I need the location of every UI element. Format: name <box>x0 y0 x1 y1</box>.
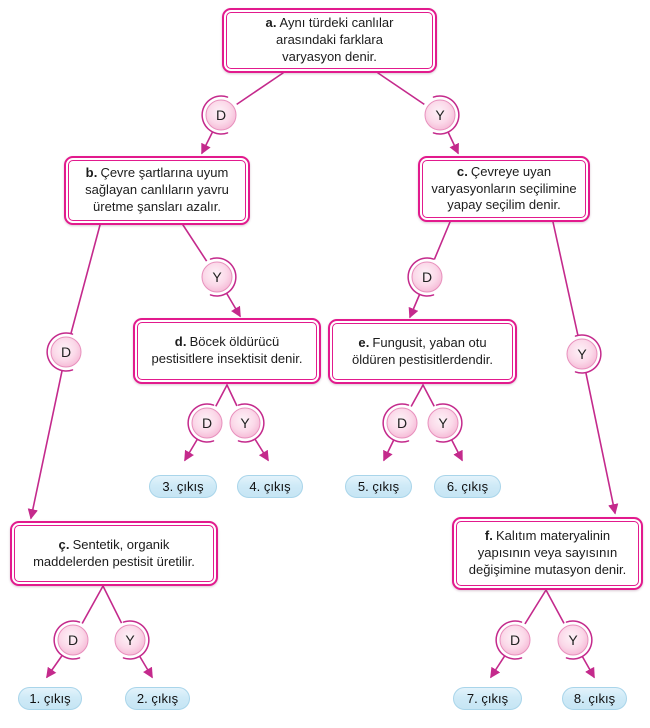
node-letter-c: c. <box>456 163 468 179</box>
node-letter-a: a. <box>265 15 277 31</box>
node-box-b-inner <box>68 160 246 221</box>
exit-8: 8. çıkış <box>562 687 627 710</box>
node-box-a-inner <box>226 12 433 69</box>
branch-circle-d: D <box>396 415 408 431</box>
node-text-c-cedilla: ç. Sentetik, organik maddelerden pestisit üretilir. <box>33 536 195 569</box>
branch-circle-y: Y <box>438 415 448 431</box>
branch-circle-d: D <box>60 344 72 360</box>
exit-2: 2. çıkış <box>125 687 190 710</box>
node-box-b <box>64 156 250 225</box>
branch-circle-d: D <box>421 269 433 285</box>
node-box-c-cedilla <box>10 521 218 586</box>
node-box-f <box>452 517 643 590</box>
node-letter-d: d. <box>174 334 187 350</box>
branch-circle-y: Y <box>577 346 587 362</box>
node-box-d-inner <box>137 322 317 380</box>
exit-3: 3. çıkış <box>149 475 217 498</box>
node-text-e: e. Fungusit, yaban otu öldüren pestisitlerdendir. <box>352 334 493 367</box>
node-text-b: b. Çevre şartlarına uyum sağlayan canlıların yavru üretme şansları azalır. <box>85 165 229 214</box>
branch-circle-y: Y <box>568 632 578 648</box>
exit-1: 1. çıkış <box>18 687 82 710</box>
branch-circle-y: Y <box>125 632 135 648</box>
node-box-c-inner <box>422 160 586 218</box>
node-box-d <box>133 318 321 384</box>
branch-circle-d: D <box>201 415 213 431</box>
node-text-c: c. Çevreye uyan varyasyonların seçilimine yapay seçilim denir. <box>431 163 577 213</box>
exit-4: 4. çıkış <box>237 475 303 498</box>
exit-7: 7. çıkış <box>453 687 522 710</box>
branch-circle-y: Y <box>240 415 250 431</box>
node-text-f: f. Kalıtım materyalinin yapısının veya sayısının değişimine mutasyon denir. <box>468 528 627 577</box>
node-text-d: d. Böcek öldürücü pestisitlere insektisit denir. <box>151 334 303 366</box>
node-box-e <box>328 319 517 384</box>
node-box-f-inner <box>456 521 639 586</box>
branch-circle-y: Y <box>435 107 445 123</box>
node-letter-c-cedilla: ç. <box>58 536 70 552</box>
node-box-e-inner <box>332 323 513 380</box>
branch-circle-d: D <box>509 632 521 648</box>
node-letter-b: b. <box>85 165 98 181</box>
node-text-a: a. Aynı türdeki canlılar arasındaki farklara varyasyon denir. <box>265 15 394 64</box>
branch-circle-d: D <box>215 107 227 123</box>
branch-circle-d: D <box>67 632 79 648</box>
node-box-c <box>418 156 590 222</box>
node-letter-e: e. <box>358 334 370 350</box>
exit-5: 5. çıkış <box>345 475 412 498</box>
exit-6: 6. çıkış <box>434 475 501 498</box>
node-letter-f: f. <box>484 528 493 544</box>
branch-circle-y: Y <box>212 269 222 285</box>
node-box-c-cedilla-inner <box>14 525 214 582</box>
node-box-a <box>222 8 437 73</box>
